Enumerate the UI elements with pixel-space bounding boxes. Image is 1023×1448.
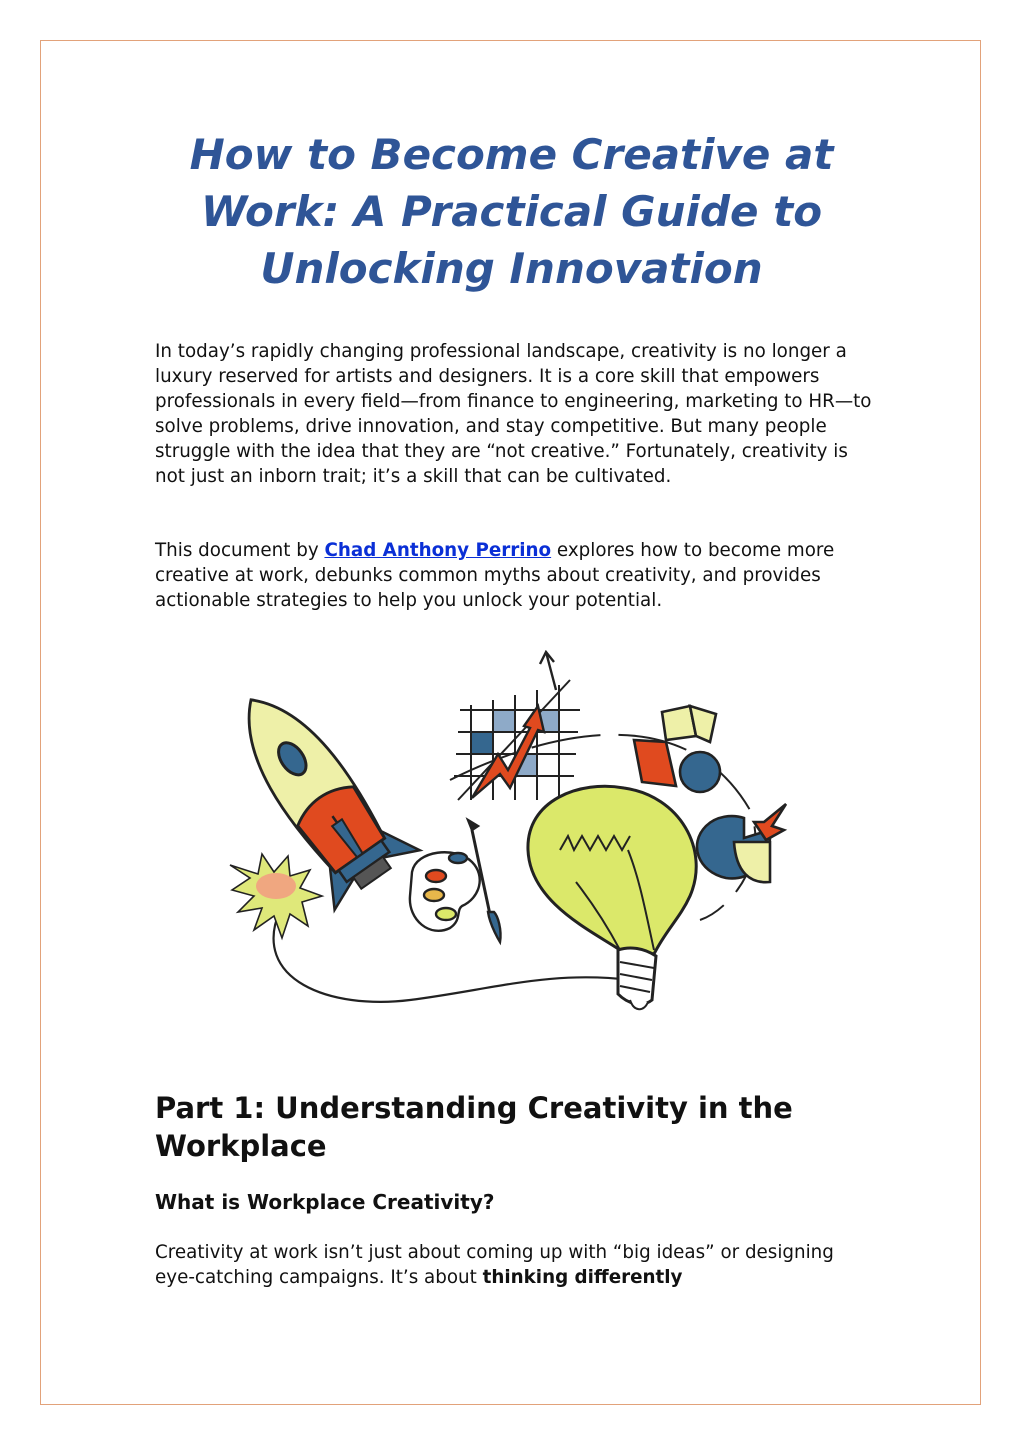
byline-paragraph xyxy=(155,538,875,613)
byline-prefix: This document by xyxy=(155,540,325,561)
byline-suffix: explores how to become more creative at work, debunks common myths about creativity, and provides actionable strategies to help you unlock your potential. xyxy=(155,540,835,611)
shapes-icon xyxy=(634,706,720,792)
body-paragraph-bold: thinking differently xyxy=(482,1267,683,1288)
growth-chart-icon xyxy=(454,652,580,800)
intro-paragraph: In today’s rapidly changing professional landscape, creativity is no longer a luxury reserved for artists and designers. It is a core skill that empowers professionals in every field—from finance to engineering, marketing to HR—to solve problems, drive innovation, and stay competitive. But many people struggle with the idea that they are “not creative.” Fortunately, creativity is not just an inborn trait; it’s a skill that can be cultivated. xyxy=(155,341,872,487)
rocket-icon xyxy=(210,670,420,910)
creativity-illustration xyxy=(210,650,830,1040)
paint-palette-icon xyxy=(410,820,501,942)
body-paragraph-text: Creativity at work isn’t just about coming up with “big ideas” or designing eye-catching campaigns. It’s about xyxy=(155,1242,834,1288)
body-paragraph xyxy=(155,1240,875,1290)
light-bulb-icon xyxy=(528,786,696,1009)
author-link[interactable]: Chad Anthony Perrino xyxy=(324,540,552,561)
document-title: How to Become Creative at Work: A Practical Guide to Unlocking Innovation xyxy=(189,130,834,293)
pie-chart-icon xyxy=(697,804,786,882)
section-subheading: What is Workplace Creativity? xyxy=(155,1190,495,1214)
part1-heading: Part 1: Understanding Creativity in the Workplace xyxy=(155,1091,793,1163)
